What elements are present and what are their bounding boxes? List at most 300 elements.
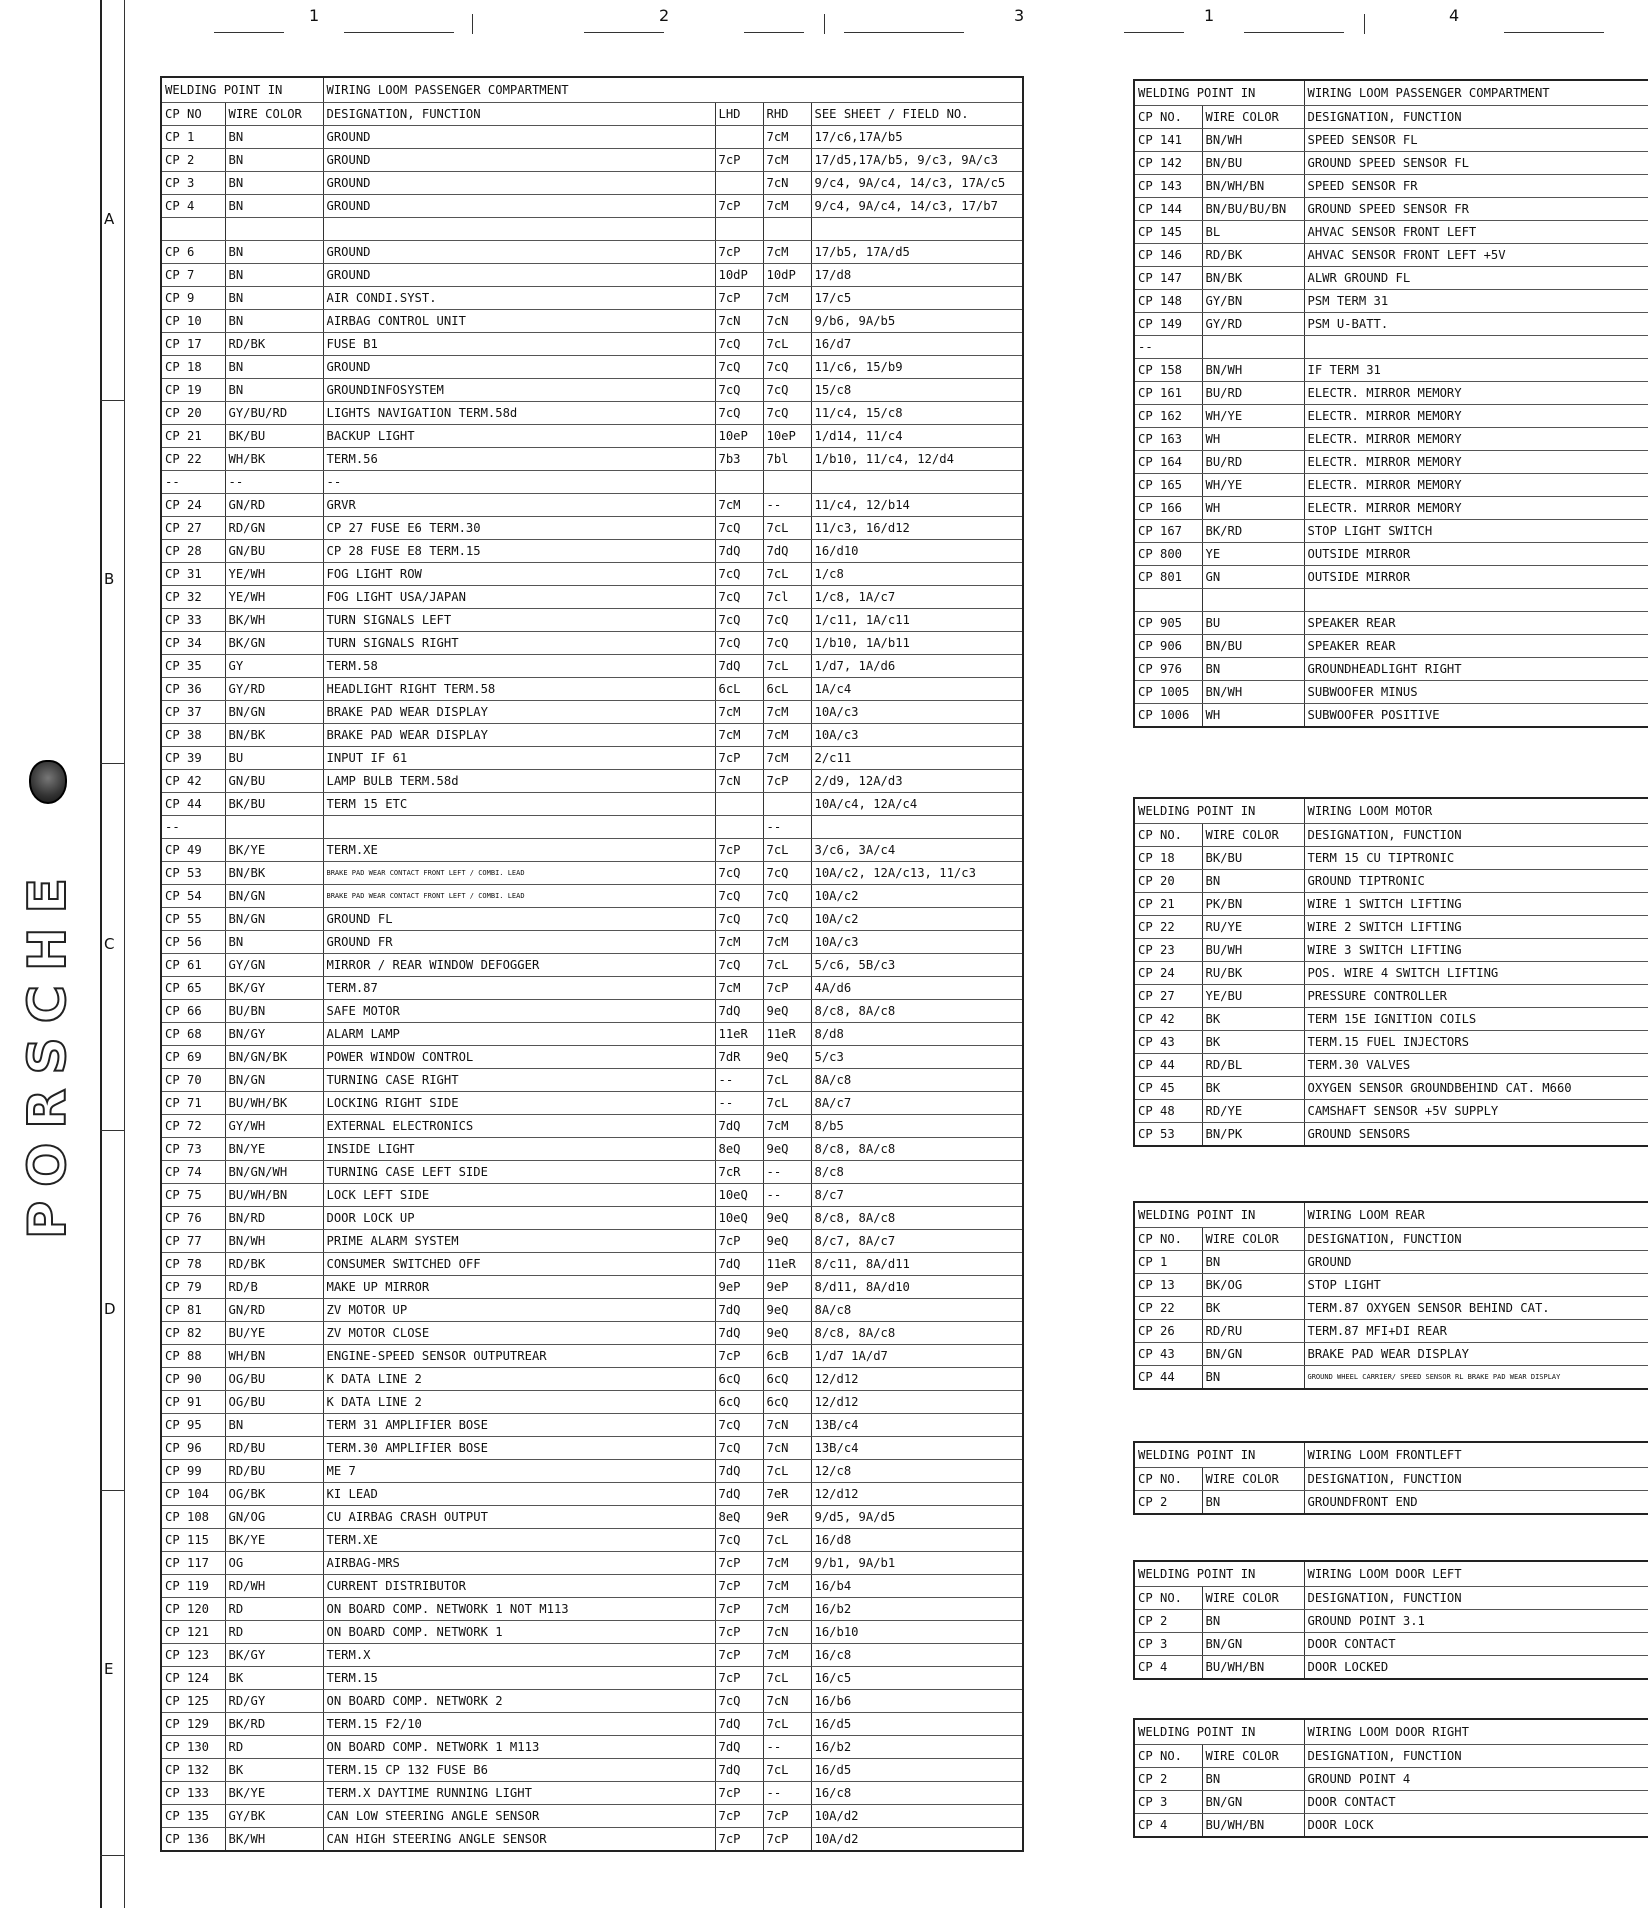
table-cell: 10A/c4, 12A/c4 (811, 793, 1023, 816)
table-cell: CP 4 (1134, 1814, 1202, 1838)
table-cell: 7cM (763, 287, 811, 310)
table-cell: 7cQ (715, 862, 763, 885)
table-cell: 17/c6,17A/b5 (811, 126, 1023, 149)
table-title-row (1134, 1442, 1648, 1468)
table-cell: CP 35 (161, 655, 225, 678)
table-cell: BN/YE (225, 1138, 323, 1161)
table-cell: BRAKE PAD WEAR CONTACT FRONT LEFT / COMBI. LEAD (323, 885, 715, 908)
table-cell: TERM 31 AMPLIFIER BOSE (323, 1414, 715, 1437)
table-cell: CP 108 (161, 1506, 225, 1529)
table-cell: CP 3 (1134, 1791, 1202, 1814)
table-cell: 1/d14, 11/c4 (811, 425, 1023, 448)
table-row (161, 287, 1023, 310)
table-cell: TERM 15E IGNITION COILS (1304, 1008, 1648, 1031)
table-cell: INSIDE LIGHT (323, 1138, 715, 1161)
table-cell: BK/BU (225, 793, 323, 816)
table-row (161, 1069, 1023, 1092)
table-row (1134, 1031, 1648, 1054)
table-cell: 9/c4, 9A/c4, 14/c3, 17/b7 (811, 195, 1023, 218)
table-row (161, 1529, 1023, 1552)
table-cell: 7cQ (715, 954, 763, 977)
table-cell: 7dQ (715, 540, 763, 563)
table-row (161, 241, 1023, 264)
table-cell: BK/WH (225, 1828, 323, 1852)
column-header: WIRE COLOR (1202, 1228, 1304, 1251)
table-cell: 5/c3 (811, 1046, 1023, 1069)
table-row (1134, 359, 1648, 382)
ruler-tick (472, 14, 473, 34)
table-row (161, 747, 1023, 770)
table-cell: RU/BK (1202, 962, 1304, 985)
table-cell: ELECTR. MIRROR MEMORY (1304, 428, 1648, 451)
table-cell: CP 55 (161, 908, 225, 931)
table-cell: CAN HIGH STEERING ANGLE SENSOR (323, 1828, 715, 1852)
table-cell: CP 26 (1134, 1320, 1202, 1343)
table-cell: OG/BK (225, 1483, 323, 1506)
table-cell: 7cN (763, 310, 811, 333)
table-row (161, 1782, 1023, 1805)
table-cell (811, 471, 1023, 494)
table-cell: 12/d12 (811, 1483, 1023, 1506)
ruler-dash (844, 32, 964, 33)
table-cell: BN/RD (225, 1207, 323, 1230)
table-cell: CP 6 (161, 241, 225, 264)
table-cell: 7cM (763, 701, 811, 724)
table-cell: 7cQ (763, 908, 811, 931)
table-cell: GY/RD (1202, 313, 1304, 336)
table-cell: CP 7 (161, 264, 225, 287)
table-row (1134, 1251, 1648, 1274)
table-cell: ZV MOTOR CLOSE (323, 1322, 715, 1345)
table-cell: TERM.X DAYTIME RUNNING LIGHT (323, 1782, 715, 1805)
table-cell: 9eQ (763, 1322, 811, 1345)
table-cell: CP 905 (1134, 612, 1202, 635)
table-cell: OUTSIDE MIRROR (1304, 566, 1648, 589)
table-cell: CP 141 (1134, 129, 1202, 152)
table-cell: 7cP (715, 1345, 763, 1368)
table-cell: WH/BK (225, 448, 323, 471)
table-row (161, 977, 1023, 1000)
table-row (1134, 474, 1648, 497)
column-header: DESIGNATION, FUNCTION (1304, 1745, 1648, 1768)
table-cell (811, 816, 1023, 839)
table-cell: 7cN (763, 1414, 811, 1437)
table-row (161, 1460, 1023, 1483)
table-cell: BK/GN (225, 632, 323, 655)
table-row (1134, 428, 1648, 451)
table-row (161, 1207, 1023, 1230)
table-cell: IF TERM 31 (1304, 359, 1648, 382)
table-cell: BN/WH (225, 1230, 323, 1253)
table-row (1134, 962, 1648, 985)
table-cell: 7dQ (715, 1299, 763, 1322)
table-cell: KI LEAD (323, 1483, 715, 1506)
table-cell: 10A/c2 (811, 908, 1023, 931)
table-cell: CP 10 (161, 310, 225, 333)
col-mark-3: 3 (1014, 6, 1025, 25)
table-row (1134, 681, 1648, 704)
table-title-label: WELDING POINT IN (1134, 1202, 1304, 1228)
table-row (161, 1184, 1023, 1207)
table-cell: RD/BU (225, 1460, 323, 1483)
table-row (161, 793, 1023, 816)
table-cell: CP 28 (161, 540, 225, 563)
table-cell: CP 53 (161, 862, 225, 885)
table-row (161, 655, 1023, 678)
table-cell: BN/BK (225, 724, 323, 747)
table-row (161, 609, 1023, 632)
table-cell: BU/BN (225, 1000, 323, 1023)
table-title-row (1134, 1202, 1648, 1228)
table-cell: 7cL (763, 1759, 811, 1782)
table-cell: BN/GN (225, 1069, 323, 1092)
table-cell: STOP LIGHT (1304, 1274, 1648, 1297)
table-row (161, 908, 1023, 931)
table-cell: 7cP (715, 1575, 763, 1598)
row-mark-c: C (104, 935, 115, 953)
table-cell: GROUNDFRONT END (1304, 1491, 1648, 1515)
table-row (161, 1828, 1023, 1852)
table-cell: ZV MOTOR UP (323, 1299, 715, 1322)
column-header: WIRE COLOR (1202, 824, 1304, 847)
table-cell: -- (763, 1736, 811, 1759)
table-cell: PRESSURE CONTROLLER (1304, 985, 1648, 1008)
table-row (1134, 847, 1648, 870)
table-cell: CP 36 (161, 678, 225, 701)
table-cell: GN/OG (225, 1506, 323, 1529)
table-cell: CP 162 (1134, 405, 1202, 428)
table-cell: BK (225, 1759, 323, 1782)
table-cell: 8eQ (715, 1138, 763, 1161)
table-cell: TERM.56 (323, 448, 715, 471)
table-cell: TURNING CASE RIGHT (323, 1069, 715, 1092)
table-cell: GN/RD (225, 494, 323, 517)
table-cell: TURN SIGNALS LEFT (323, 609, 715, 632)
table-cell: 16/c8 (811, 1782, 1023, 1805)
col-mark-4: 4 (1449, 6, 1460, 25)
table-cell: CP 136 (161, 1828, 225, 1852)
table-wiring-loom-door-left (1133, 1560, 1648, 1680)
table-cell: CP 135 (161, 1805, 225, 1828)
col-mark-2: 2 (659, 6, 670, 25)
table-row (161, 1230, 1023, 1253)
table-cell: RD (225, 1621, 323, 1644)
table-cell: 17/d5,17A/b5, 9/c3, 9A/c3 (811, 149, 1023, 172)
table-cell: CP 3 (161, 172, 225, 195)
table-cell: 11eR (715, 1023, 763, 1046)
table-row (1134, 267, 1648, 290)
table-cell: 7cM (763, 241, 811, 264)
table-cell: LIGHTS NAVIGATION TERM.58d (323, 402, 715, 425)
table-cell: GROUND FR (323, 931, 715, 954)
table-cell: RD/GY (225, 1690, 323, 1713)
table-cell: TERM.XE (323, 1529, 715, 1552)
table-cell: 9/b1, 9A/b1 (811, 1552, 1023, 1575)
table-row (1134, 244, 1648, 267)
table-wiring-loom-rear (1133, 1201, 1648, 1390)
table-cell: 13B/c4 (811, 1414, 1023, 1437)
table-cell: 8/b5 (811, 1115, 1023, 1138)
table-cell: -- (763, 1161, 811, 1184)
row-separator (100, 1490, 124, 1491)
ruler-dash (744, 32, 804, 33)
table-row (1134, 1791, 1648, 1814)
table-cell: OUTSIDE MIRROR (1304, 543, 1648, 566)
table-cell: CP 2 (1134, 1491, 1202, 1515)
table-cell: CP 2 (1134, 1610, 1202, 1633)
table-cell: 8A/c8 (811, 1299, 1023, 1322)
table-cell: 1/b10, 1A/b11 (811, 632, 1023, 655)
table-cell: CP 18 (1134, 847, 1202, 870)
table-cell: CP 143 (1134, 175, 1202, 198)
table-cell: 9/c4, 9A/c4, 14/c3, 17A/c5 (811, 172, 1023, 195)
table-cell: GROUND (323, 172, 715, 195)
table-cell: CP 78 (161, 1253, 225, 1276)
table-cell: 16/b6 (811, 1690, 1023, 1713)
table-row (161, 563, 1023, 586)
table-cell: -- (715, 1069, 763, 1092)
table-cell: CP 147 (1134, 267, 1202, 290)
table-row (161, 1115, 1023, 1138)
table-cell: CP 96 (161, 1437, 225, 1460)
table-cell: 11eR (763, 1023, 811, 1046)
table-cell: GY (225, 655, 323, 678)
table-cell: 6cL (715, 678, 763, 701)
table-row (1134, 543, 1648, 566)
table-cell: 7dQ (715, 1759, 763, 1782)
table-cell: CP 132 (161, 1759, 225, 1782)
table-cell: 7cN (763, 1621, 811, 1644)
table-cell: BN/GY (225, 1023, 323, 1046)
table-cell: 7cM (763, 1598, 811, 1621)
table-cell: RD/GN (225, 517, 323, 540)
table-cell: CP 13 (1134, 1274, 1202, 1297)
table-cell: BN (225, 241, 323, 264)
table-row (161, 1161, 1023, 1184)
row-separator (100, 763, 124, 764)
table-cell: BN/GN (1202, 1343, 1304, 1366)
table-cell: CP 43 (1134, 1031, 1202, 1054)
table-cell: 9eP (763, 1276, 811, 1299)
column-header: DESIGNATION, FUNCTION (1304, 824, 1648, 847)
table-cell: ELECTR. MIRROR MEMORY (1304, 382, 1648, 405)
table-row (1134, 1633, 1648, 1656)
row-mark-b: B (104, 570, 115, 588)
table-cell: 7cP (715, 149, 763, 172)
table-row (1134, 1123, 1648, 1147)
table-cell: BN (1202, 870, 1304, 893)
table-cell: RD/BK (1202, 244, 1304, 267)
table-cell: 7cM (763, 747, 811, 770)
table-cell: SPEED SENSOR FL (1304, 129, 1648, 152)
table-row (161, 1667, 1023, 1690)
table-cell: 17/b5, 17A/d5 (811, 241, 1023, 264)
table-cell: GN/BU (225, 540, 323, 563)
table-cell: 7cQ (715, 586, 763, 609)
table-row (161, 1621, 1023, 1644)
table-row (161, 1713, 1023, 1736)
table-cell: 17/d8 (811, 264, 1023, 287)
table-cell: 11/c4, 12/b14 (811, 494, 1023, 517)
table-cell: GY/BK (225, 1805, 323, 1828)
table-cell: CURRENT DISTRIBUTOR (323, 1575, 715, 1598)
table-row (1134, 520, 1648, 543)
table-cell: BN (1202, 658, 1304, 681)
table-cell: BN (225, 195, 323, 218)
table-cell: BK (1202, 1077, 1304, 1100)
table-cell: BN/BK (1202, 267, 1304, 290)
table-cell: 10eP (715, 425, 763, 448)
table-cell: CP 1006 (1134, 704, 1202, 728)
table-cell: BN/WH (1202, 681, 1304, 704)
table-cell: GROUNDINFOSYSTEM (323, 379, 715, 402)
table-cell: 8/c8 (811, 1161, 1023, 1184)
table-cell: 7cQ (715, 908, 763, 931)
table-cell: 7cQ (715, 609, 763, 632)
table-cell: WH (1202, 428, 1304, 451)
table-cell: BN (225, 1414, 323, 1437)
table-cell: BN (1202, 1610, 1304, 1633)
table-cell: MIRROR / REAR WINDOW DEFOGGER (323, 954, 715, 977)
table-cell: 7cP (715, 839, 763, 862)
table-row (161, 1483, 1023, 1506)
table-row (1134, 405, 1648, 428)
table-cell: 8/c8, 8A/c8 (811, 1207, 1023, 1230)
table-cell: CP 800 (1134, 543, 1202, 566)
table-cell: 7cP (715, 195, 763, 218)
table-cell: 16/d5 (811, 1759, 1023, 1782)
table-cell: CP 65 (161, 977, 225, 1000)
table-cell: BN/GN (225, 885, 323, 908)
table-cell: 7cL (763, 1667, 811, 1690)
column-header: DESIGNATION, FUNCTION (1304, 1228, 1648, 1251)
table-title-row (1134, 1561, 1648, 1587)
table-title-label: WELDING POINT IN (161, 77, 323, 103)
table-cell: BN (225, 287, 323, 310)
table-cell: 7cL (763, 563, 811, 586)
table-cell: 7cL (763, 517, 811, 540)
table-cell: TERM.15 (323, 1667, 715, 1690)
table-title-label: WELDING POINT IN (1134, 1442, 1304, 1468)
table-cell: CP 99 (161, 1460, 225, 1483)
table-cell: AHVAC SENSOR FRONT LEFT (1304, 221, 1648, 244)
table-cell: CP 44 (161, 793, 225, 816)
table-cell: ON BOARD COMP. NETWORK 1 NOT M113 (323, 1598, 715, 1621)
table-cell: CP 104 (161, 1483, 225, 1506)
table-cell: 7dQ (715, 1460, 763, 1483)
table-cell: CP 27 FUSE E6 TERM.30 (323, 517, 715, 540)
table-cell: 7cQ (763, 885, 811, 908)
table-passenger-compartment (1133, 79, 1648, 728)
table-cell: 7cM (763, 1644, 811, 1667)
table-cell: ELECTR. MIRROR MEMORY (1304, 451, 1648, 474)
table-cell: BK/OG (1202, 1274, 1304, 1297)
table-title-label: WELDING POINT IN (1134, 1561, 1304, 1587)
table-cell: GROUND WHEEL CARRIER/ SPEED SENSOR RL BRAKE PAD WEAR DISPLAY (1304, 1366, 1648, 1390)
table-cell: 1/c11, 1A/c11 (811, 609, 1023, 632)
table-row (1134, 1610, 1648, 1633)
table-cell: CP 44 (1134, 1366, 1202, 1390)
table-cell: 7cL (763, 1460, 811, 1483)
table-title-row (161, 77, 1023, 103)
table-cell: BU/RD (1202, 451, 1304, 474)
table-cell: CP 31 (161, 563, 225, 586)
table-cell: 17/c5 (811, 287, 1023, 310)
table-cell: CP 66 (161, 1000, 225, 1023)
column-header: DESIGNATION, FUNCTION (1304, 106, 1648, 129)
table-cell: PSM U-BATT. (1304, 313, 1648, 336)
ruler-dash (1504, 32, 1604, 33)
table-cell: LAMP BULB TERM.58d (323, 770, 715, 793)
table-cell: BN (225, 126, 323, 149)
table-cell: 9eQ (763, 1230, 811, 1253)
table-row (161, 540, 1023, 563)
table-cell: 11eR (763, 1253, 811, 1276)
table-cell: CP 33 (161, 609, 225, 632)
table-row (161, 356, 1023, 379)
table-cell: 9/d5, 9A/d5 (811, 1506, 1023, 1529)
table-cell (763, 218, 811, 241)
table-cell: CP 73 (161, 1138, 225, 1161)
table-cell: 7cP (715, 1552, 763, 1575)
table-cell: CONSUMER SWITCHED OFF (323, 1253, 715, 1276)
table-row (1134, 1814, 1648, 1838)
table-row (161, 1345, 1023, 1368)
table-cell: 16/d8 (811, 1529, 1023, 1552)
table-cell: CP 117 (161, 1552, 225, 1575)
porsche-crest-icon (29, 760, 67, 804)
table-cell: CP 21 (161, 425, 225, 448)
table-cell: 16/d5 (811, 1713, 1023, 1736)
table-row (161, 632, 1023, 655)
table-cell: 16/c5 (811, 1667, 1023, 1690)
table-cell: SPEAKER REAR (1304, 635, 1648, 658)
table-cell: 10A/c3 (811, 701, 1023, 724)
table-cell: BK/WH (225, 609, 323, 632)
table-cell: CP 133 (161, 1782, 225, 1805)
table-title-label: WELDING POINT IN (1134, 80, 1304, 106)
table-cell: 10A/c3 (811, 931, 1023, 954)
table-cell: CP 32 (161, 586, 225, 609)
table-cell (763, 793, 811, 816)
column-header-row (1134, 1587, 1648, 1610)
table-cell: BN (225, 149, 323, 172)
table-cell: BRAKE PAD WEAR DISPLAY (323, 724, 715, 747)
table-cell: ENGINE-SPEED SENSOR OUTPUTREAR (323, 1345, 715, 1368)
table-cell: BK/YE (225, 1782, 323, 1805)
table-cell: CP 144 (1134, 198, 1202, 221)
table-cell: WIRE 2 SWITCH LIFTING (1304, 916, 1648, 939)
table-cell: 5/c6, 5B/c3 (811, 954, 1023, 977)
table-cell: 8/c11, 8A/d11 (811, 1253, 1023, 1276)
table-row (161, 701, 1023, 724)
table-cell: 1A/c4 (811, 678, 1023, 701)
table-cell: 7cP (763, 977, 811, 1000)
table-cell: GROUND SPEED SENSOR FR (1304, 198, 1648, 221)
table-cell: 8/d11, 8A/d10 (811, 1276, 1023, 1299)
table-cell: CP 976 (1134, 658, 1202, 681)
table-cell: ELECTR. MIRROR MEMORY (1304, 405, 1648, 428)
table-row (161, 310, 1023, 333)
table-row (1134, 916, 1648, 939)
table-title-row (1134, 80, 1648, 106)
table-cell: 7cP (715, 1828, 763, 1852)
table-cell: 6cQ (763, 1368, 811, 1391)
table-cell: RD/WH (225, 1575, 323, 1598)
table-cell: CP 22 (161, 448, 225, 471)
table-cell: CP 44 (1134, 1054, 1202, 1077)
table-cell: GROUND POINT 4 (1304, 1768, 1648, 1791)
